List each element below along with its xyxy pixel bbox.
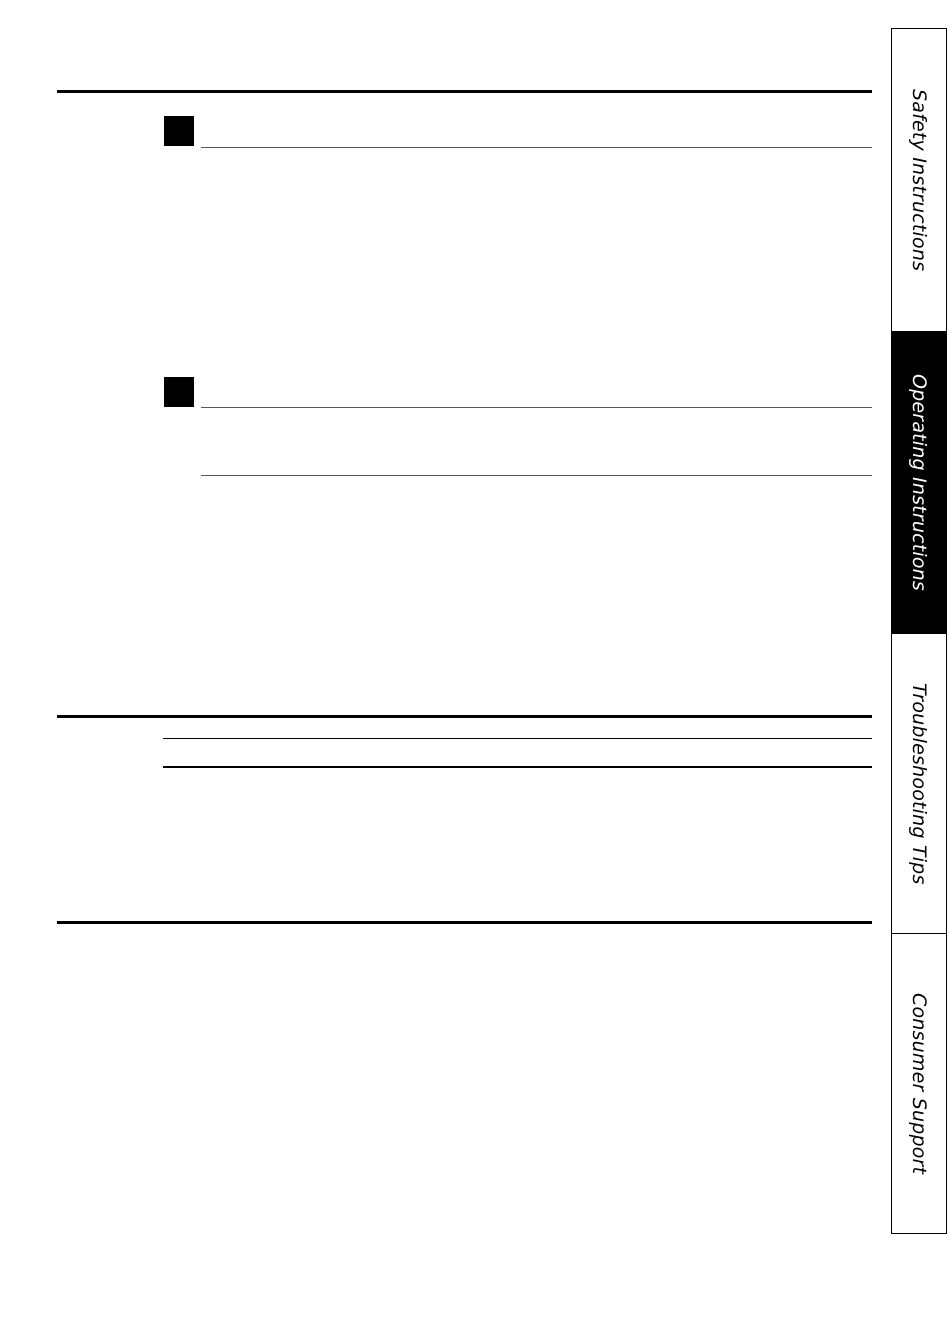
section-rule-top (57, 90, 872, 93)
tab-consumer-support[interactable] (892, 933, 946, 1233)
section-rule-middle (57, 715, 872, 718)
step-1-rule (201, 147, 872, 148)
tab-label: Safety Instructions (908, 88, 930, 272)
step-marker-1 (164, 116, 194, 146)
tab-label: Operating Instructions (908, 373, 930, 592)
tab-label: Troubleshooting Tips (908, 682, 930, 885)
tab-safety-instructions[interactable] (892, 29, 946, 331)
table-header-rule-bottom (163, 766, 872, 768)
tab-operating-instructions[interactable] (892, 331, 946, 633)
side-tab-bar (891, 28, 947, 1234)
step-marker-2 (164, 377, 194, 407)
tab-label: Consumer Support (908, 992, 930, 1175)
table-header-rule-top (163, 738, 872, 739)
step-2-subrule (201, 475, 872, 476)
section-rule-bottom (57, 921, 872, 924)
tab-troubleshooting-tips[interactable] (892, 633, 946, 933)
step-2-rule (201, 407, 872, 408)
